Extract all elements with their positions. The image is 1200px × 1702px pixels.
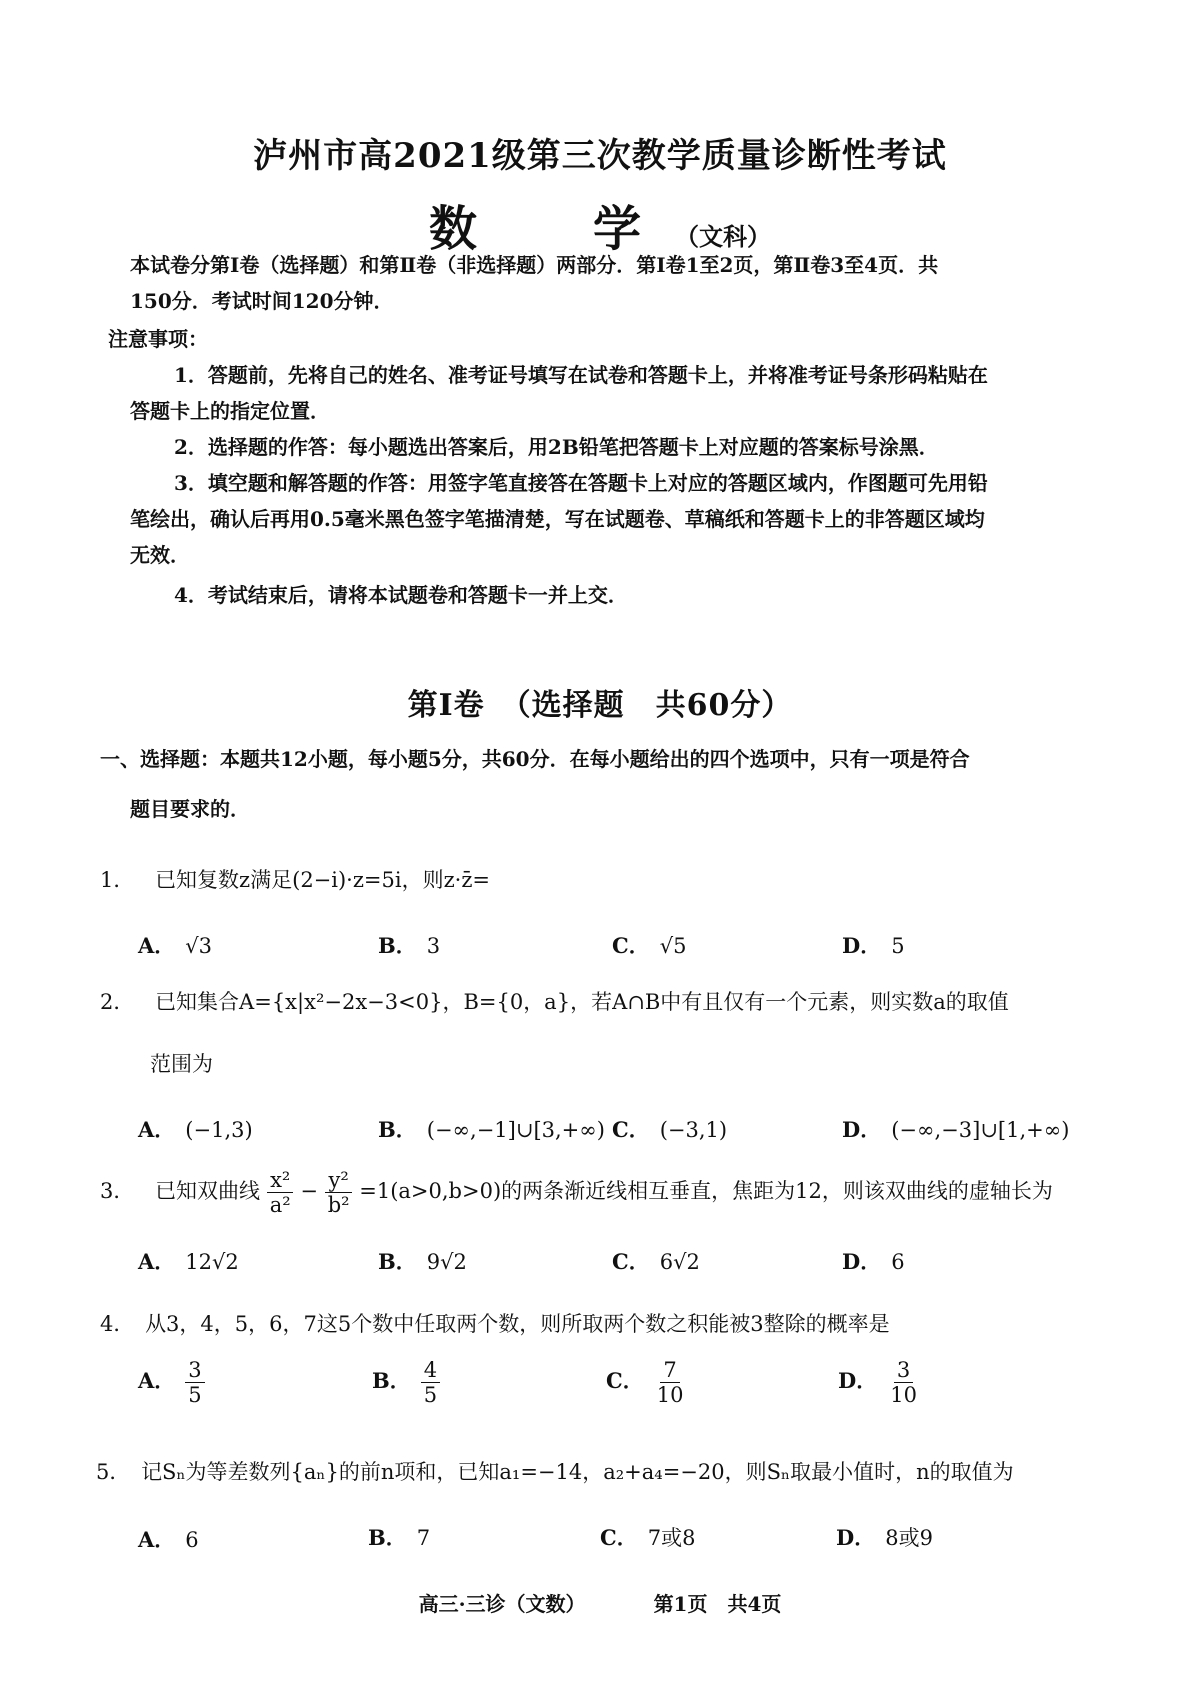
minus-sign: − xyxy=(300,1179,318,1203)
notes-heading: 注意事项： xyxy=(108,327,208,351)
option-a: A． $\frac{3}{5}$ xyxy=(138,1358,205,1407)
option-b: B． $\frac{4}{5}$ xyxy=(372,1358,440,1407)
option-a: A． 12√2 xyxy=(138,1249,239,1274)
option-a: A． √3 xyxy=(138,933,213,958)
question-text: 已知集合A={x|x²−2x−3<0}，B={0，a}，若A∩B中有且仅有一个元素，则实数a的取值 xyxy=(155,990,1009,1014)
option-b: B． (−∞,−1]∪[3,+∞) xyxy=(378,1117,605,1142)
option-c: C． 7或8 xyxy=(600,1525,696,1550)
section-instructions-line-2: 题目要求的． xyxy=(130,797,250,821)
option-d: D． 6 xyxy=(842,1249,905,1274)
page-footer xyxy=(0,1588,1200,1617)
option-a: A． (−1,3) xyxy=(138,1117,253,1142)
footer-exam-label: 高三·三诊（文数） xyxy=(418,1592,586,1616)
question-3 xyxy=(100,1168,1053,1217)
question-2-continued: 范围为 xyxy=(150,1052,213,1076)
option-b: B． 9√2 xyxy=(378,1249,467,1274)
question-text: 从3，4，5，6，7这5个数中任取两个数，则所取两个数之积能被3整除的概率是 xyxy=(145,1312,890,1336)
question-text: 记Sₙ为等差数列{aₙ}的前n项和，已知a₁=−14，a₂+a₄=−20，则Sₙ取最小值时，n的取值为 xyxy=(141,1460,1014,1484)
subject-note: （文科） xyxy=(675,222,771,251)
question-1 xyxy=(100,866,490,894)
question-number: 2． xyxy=(100,990,135,1014)
question-5 xyxy=(96,1458,1014,1486)
option-c: C． 6√2 xyxy=(612,1249,700,1274)
option-d: D． 8或9 xyxy=(836,1525,933,1550)
option-b: B． 3 xyxy=(378,933,441,958)
question-2 xyxy=(100,988,1009,1016)
option-b: B． 7 xyxy=(368,1525,431,1550)
note-3-line-1: 3．填空题和解答题的作答：用签字笔直接答在答题卡上对应的答题区域内，作图题可先用铅 xyxy=(174,471,988,495)
fraction-y2-b2: $\frac{\text{y²}}{\text{b²}}$ xyxy=(325,1168,353,1217)
option-d: D． $\frac{3}{10}$ xyxy=(838,1358,917,1407)
subject-heading xyxy=(0,190,1200,259)
question-text-start: 已知双曲线 xyxy=(155,1179,261,1203)
question-4 xyxy=(100,1310,890,1338)
question-number: 5． xyxy=(96,1460,131,1484)
intro-line-2: 150分．考试时间120分钟． xyxy=(130,289,394,313)
fraction-x2-a2: $\frac{\text{x²}}{\text{a²}}$ xyxy=(267,1168,294,1217)
footer-page-number: 第1页 共4页 xyxy=(653,1592,782,1616)
subject-name: 数 学 xyxy=(428,201,675,257)
question-number: 1． xyxy=(100,868,135,892)
option-d: D． (−∞,−3]∪[1,+∞) xyxy=(842,1117,1070,1142)
note-3-line-2: 笔绘出，确认后再用0.5毫米黑色签字笔描清楚，写在试题卷、草稿纸和答题卡上的非答题区域均 xyxy=(130,507,985,531)
option-a: A． 6 xyxy=(138,1527,199,1552)
question-text: 已知复数z满足(2−i)·z=5i，则z·z̄= xyxy=(155,868,490,892)
note-1-line-2: 答题卡上的指定位置． xyxy=(130,399,330,423)
question-number: 4． xyxy=(100,1312,135,1336)
section-instructions-line-1: 一、选择题：本题共12小题，每小题5分，共60分．在每小题给出的四个选项中，只有一项是符合 xyxy=(100,747,970,771)
question-number: 3． xyxy=(100,1179,135,1203)
option-c: C． (−3,1) xyxy=(612,1117,728,1142)
note-3-line-3: 无效． xyxy=(130,543,190,567)
option-c: C． $\frac{7}{10}$ xyxy=(606,1358,684,1407)
exam-title: 泸州市高2021级第三次教学质量诊断性考试 xyxy=(253,136,947,176)
option-c: C． √5 xyxy=(612,933,687,958)
intro-line-1: 本试卷分第Ⅰ卷（选择题）和第Ⅱ卷（非选择题）两部分．第Ⅰ卷1至2页，第Ⅱ卷3至4页．共 xyxy=(130,253,939,277)
note-4: 4．考试结束后，请将本试题卷和答题卡一并上交． xyxy=(174,583,628,607)
question-text-end: =1(a>0,b>0)的两条渐近线相互垂直，焦距为12，则该双曲线的虚轴长为 xyxy=(359,1179,1053,1203)
section-title: 第Ⅰ卷 （选择题 共60分） xyxy=(407,688,793,723)
note-1-line-1: 1．答题前，先将自己的姓名、准考证号填写在试卷和答题卡上，并将准考证号条形码粘贴在 xyxy=(174,363,988,387)
option-d: D． 5 xyxy=(842,933,905,958)
note-2: 2．选择题的作答：每小题选出答案后，用2B铅笔把答题卡上对应题的答案标号涂黑． xyxy=(174,435,939,459)
